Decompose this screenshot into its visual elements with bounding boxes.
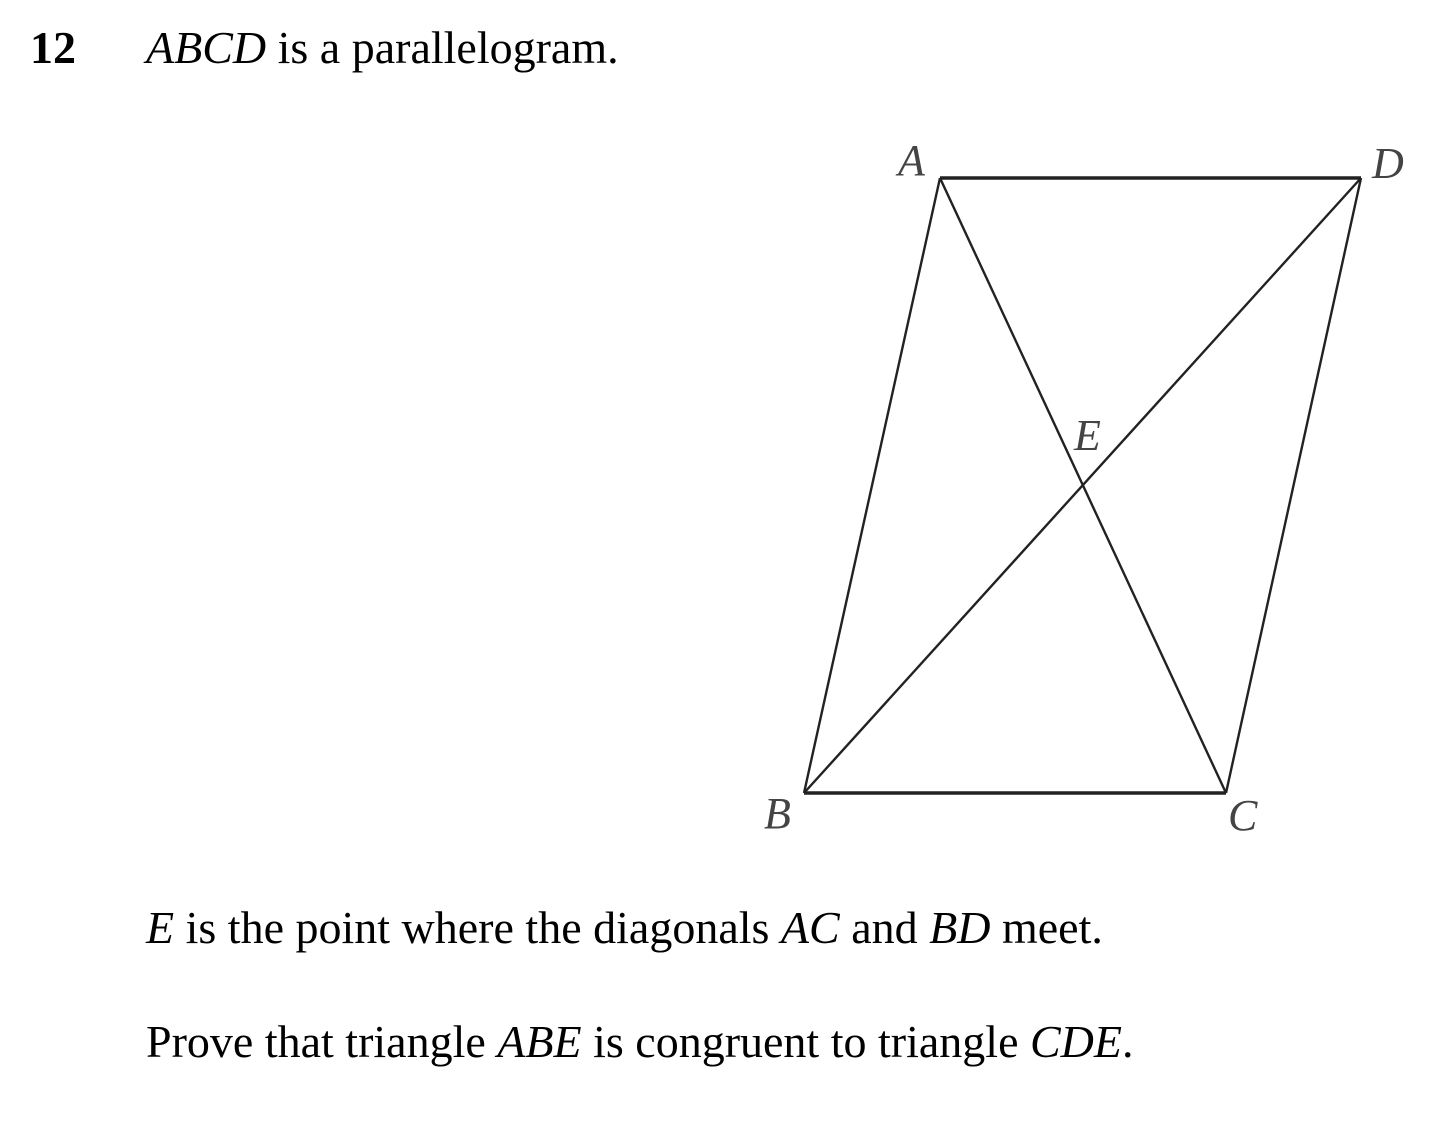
task-text-1: Prove that triangle bbox=[146, 1016, 498, 1067]
statement-text-3: meet. bbox=[990, 902, 1103, 953]
vertex-label-a: A bbox=[898, 136, 925, 185]
task-text-2: is congruent to triangle bbox=[581, 1016, 1030, 1067]
point-label-e: E bbox=[1074, 411, 1101, 460]
vertex-label-d: D bbox=[1372, 139, 1404, 188]
vertex-label-c: C bbox=[1228, 791, 1258, 840]
question-statement-e bbox=[146, 902, 1103, 954]
task-text-3: . bbox=[1121, 1016, 1134, 1067]
diagonal-bd bbox=[804, 178, 1361, 793]
side-dc bbox=[1226, 178, 1361, 793]
triangle-abe-ref: ABE bbox=[497, 1016, 582, 1067]
diagonal-ac-ref: AC bbox=[780, 902, 840, 953]
triangle-cde-ref: CDE bbox=[1029, 1016, 1122, 1067]
intro-text: is a parallelogram. bbox=[266, 22, 619, 73]
diagonal-bd-ref: BD bbox=[929, 902, 991, 953]
question-number: 12 bbox=[30, 22, 76, 73]
point-e-ref: E bbox=[146, 902, 175, 953]
side-ab bbox=[804, 178, 940, 793]
statement-text-2: and bbox=[839, 902, 930, 953]
question-task bbox=[146, 1016, 1133, 1068]
parallelogram-name: ABCD bbox=[146, 22, 267, 73]
vertex-label-b: B bbox=[764, 789, 791, 838]
statement-text-1: is the point where the diagonals bbox=[174, 902, 781, 953]
